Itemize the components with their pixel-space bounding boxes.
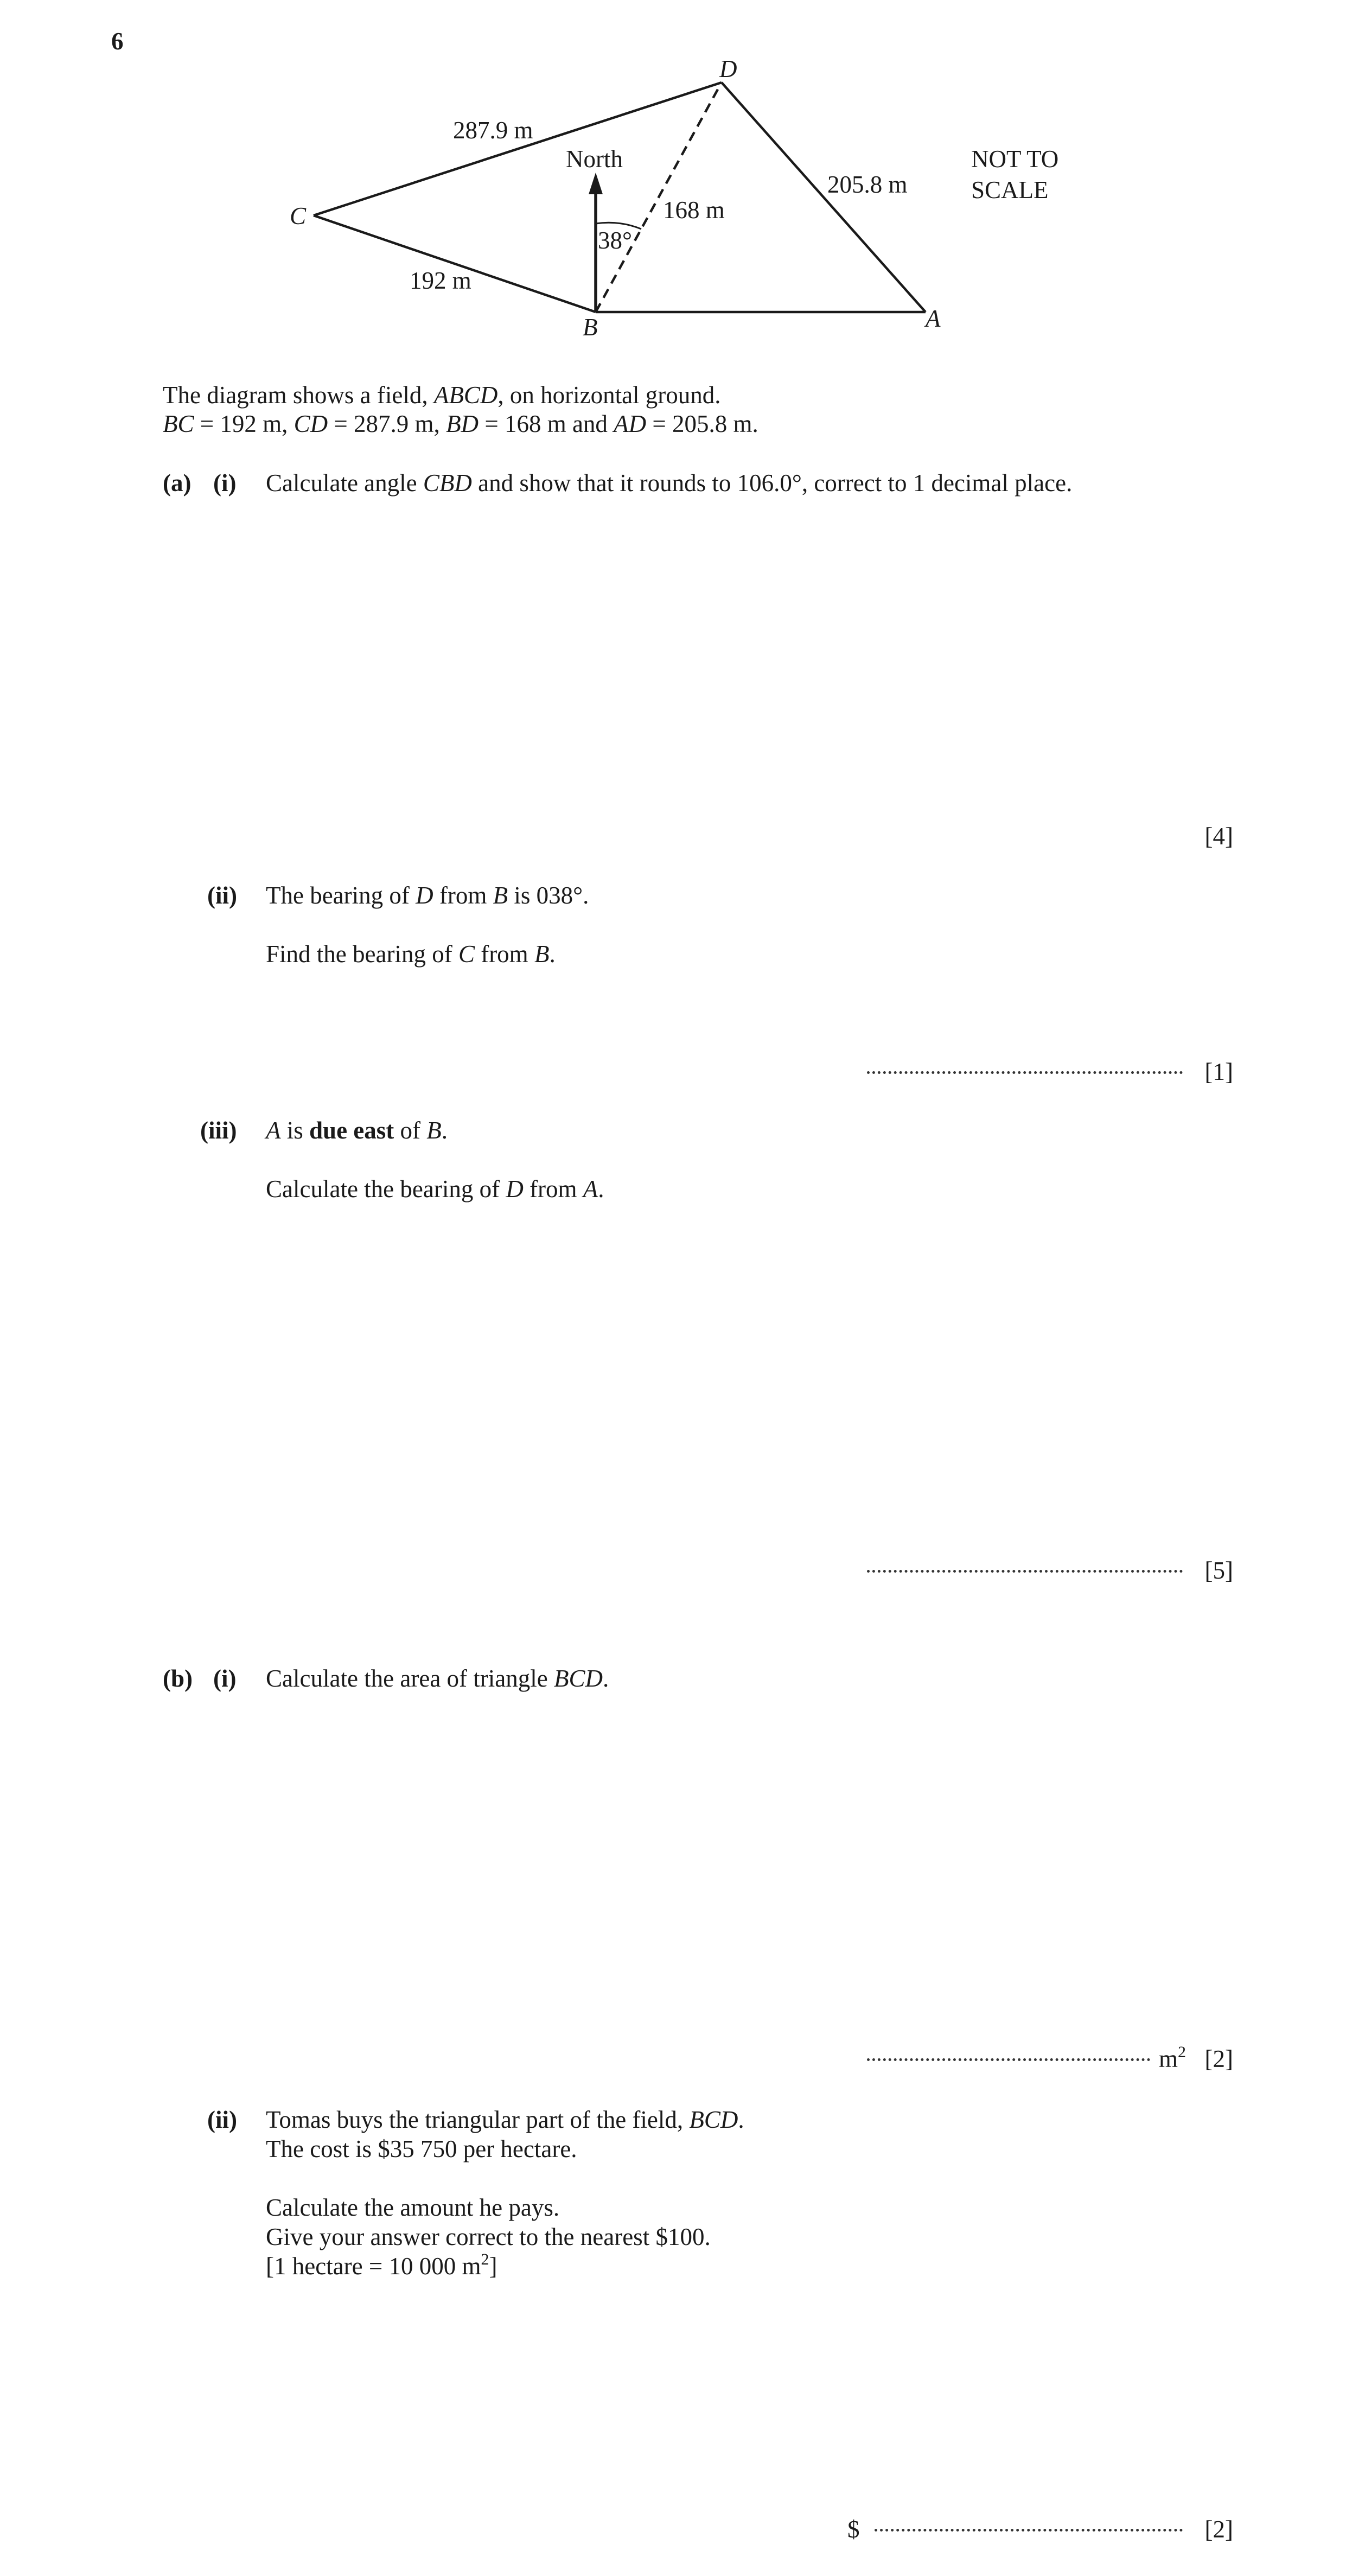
question-b-i-text: Calculate the area of triangle BCD. xyxy=(266,1665,609,1692)
angle-label: 38° xyxy=(598,227,632,254)
marks-a-iii: [5] xyxy=(1204,1557,1233,1584)
sub-label-b-i: (i) xyxy=(213,1665,237,1692)
side-cb xyxy=(314,215,596,312)
part-label-a: (a) xyxy=(163,469,192,497)
marks-a-i: [4] xyxy=(1204,823,1233,850)
sub-label-a-ii: (ii) xyxy=(207,882,237,909)
question-b-ii-line2: The cost is $35 750 per hectare. xyxy=(266,2135,577,2162)
intro-line1: The diagram shows a field, ABCD, on horizontal ground. xyxy=(163,381,721,409)
marks-a-ii: [1] xyxy=(1204,1058,1233,1085)
sub-label-a-iii: (iii) xyxy=(200,1117,237,1144)
label-b: B xyxy=(583,314,598,341)
question-a-iii-line2: Calculate the bearing of D from A. xyxy=(266,1175,604,1203)
label-c: C xyxy=(290,202,307,230)
not-to-scale-line1: NOT TO xyxy=(971,145,1059,173)
question-a-ii-line1: The bearing of D from B is 038°. xyxy=(266,882,589,909)
question-b-ii-line5: [1 hectare = 10 000 $m^2$] xyxy=(266,2250,497,2280)
length-ad: 205.8 m xyxy=(827,171,908,198)
answer-line-a-iii[interactable] xyxy=(867,1570,1183,1573)
sub-label-b-ii: (ii) xyxy=(207,2106,237,2133)
question-a-iii-line1: A is due east of B. xyxy=(266,1117,448,1144)
length-cd: 287.9 m xyxy=(453,117,533,144)
answer-line-a-ii[interactable] xyxy=(867,1071,1183,1074)
question-a-ii-line2: Find the bearing of C from B. xyxy=(266,940,556,968)
currency-symbol: $ xyxy=(847,2516,860,2543)
north-arrow-icon xyxy=(589,173,603,194)
marks-b-i: [2] xyxy=(1204,2045,1233,2072)
field-diagram xyxy=(0,0,1346,369)
answer-line-b-i[interactable] xyxy=(867,2058,1150,2061)
question-b-ii-line4: Give your answer correct to the nearest $100. xyxy=(266,2223,711,2250)
answer-line-b-ii[interactable] xyxy=(875,2529,1183,2532)
marks-b-ii: [2] xyxy=(1204,2516,1233,2543)
north-label: North xyxy=(566,145,623,173)
sub-label-a-i: (i) xyxy=(213,469,237,497)
intro-line2: BC = 192 m, CD = 287.9 m, BD = 168 m and AD = 205.8 m. xyxy=(163,410,758,437)
label-d: D xyxy=(719,55,737,82)
length-bc: 192 m xyxy=(410,267,471,294)
question-b-ii-line3: Calculate the amount he pays. xyxy=(266,2194,560,2221)
question-b-ii-line1: Tomas buys the triangular part of the field, BCD. xyxy=(266,2106,744,2133)
part-label-b: (b) xyxy=(163,1665,193,1692)
length-bd: 168 m xyxy=(663,196,725,224)
unit-b-i: $m^2$ xyxy=(1159,2043,1186,2072)
page-number: 6 xyxy=(111,28,124,55)
not-to-scale-line2: SCALE xyxy=(971,176,1049,203)
question-a-i-text: Calculate angle CBD and show that it rounds to 106.0°, correct to 1 decimal place. xyxy=(266,469,1073,497)
label-a: A xyxy=(926,305,941,332)
